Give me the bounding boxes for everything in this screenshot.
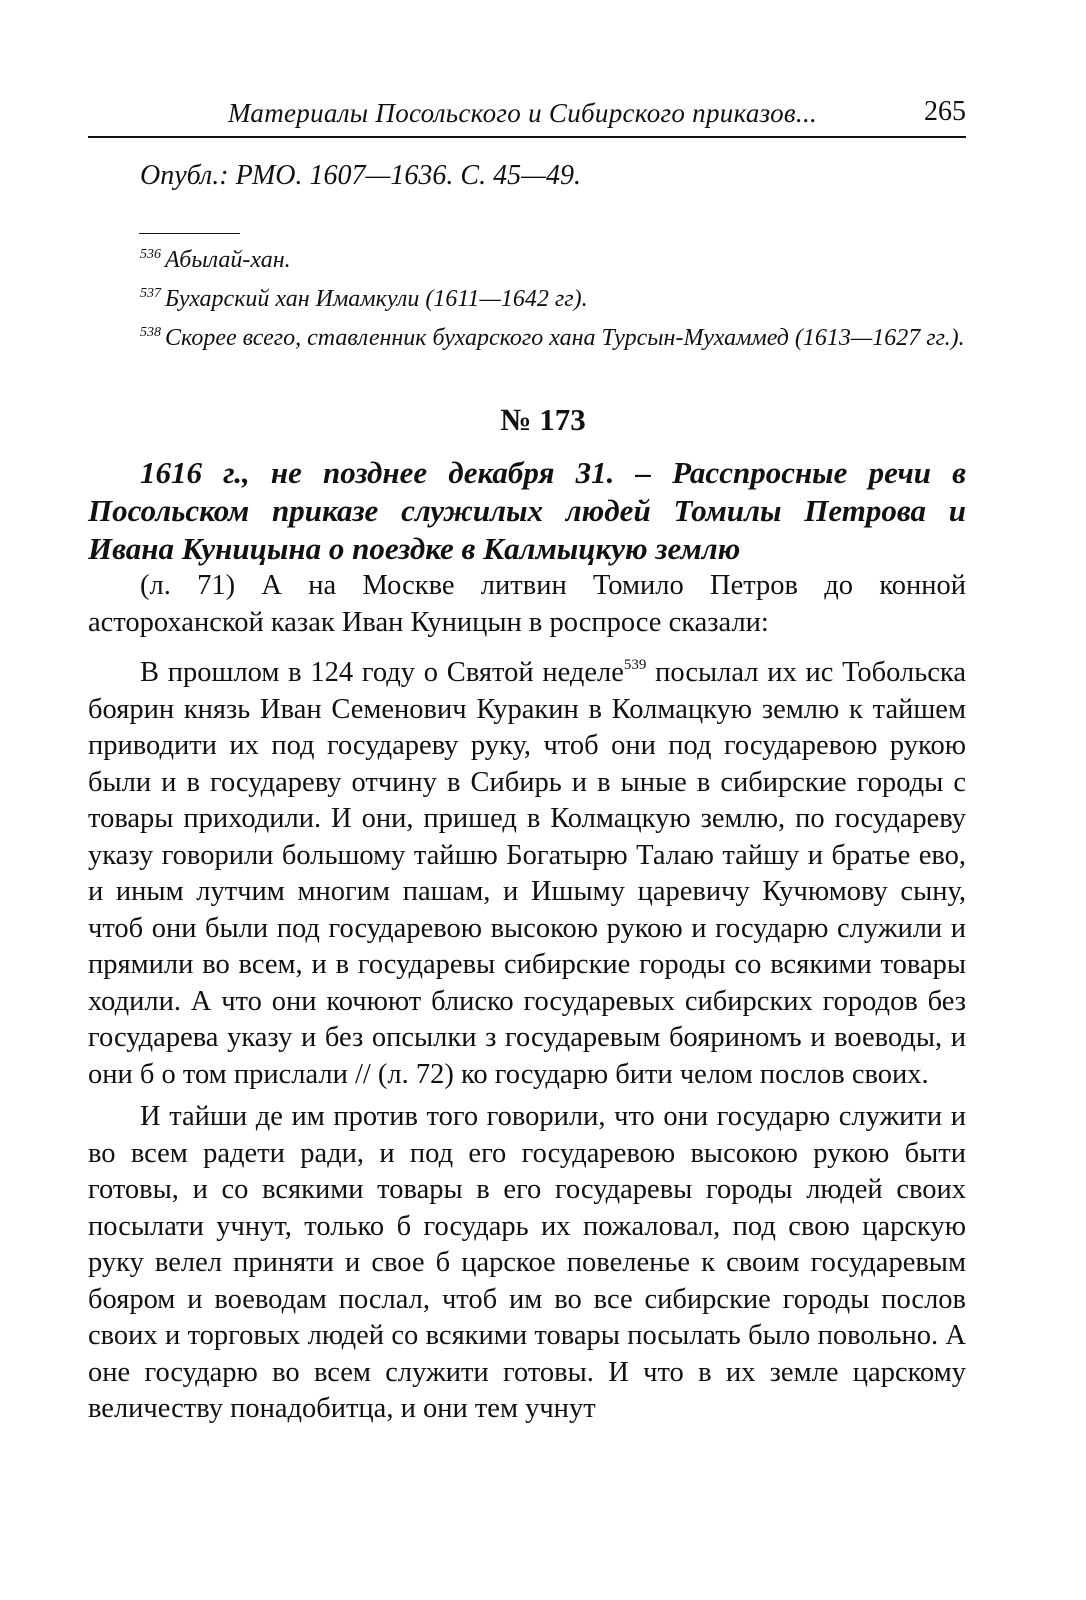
running-title: Материалы Посольского и Сибирского приказов... — [228, 98, 818, 128]
footnote-mark: 536 — [140, 247, 161, 262]
footnote-divider — [139, 233, 240, 234]
paragraph — [88, 647, 966, 1093]
publication-note: Опубл.: РМО. 1607—1636. С. 45—49. — [140, 160, 581, 191]
footnote-text: Скорее всего, ставленник бухарского хана Турсын-Мухаммед (1613—1627 гг.). — [165, 325, 965, 351]
footnote-text: Бухарский хан Имамкули (1611—1642 гг). — [165, 286, 588, 312]
running-header — [88, 96, 966, 138]
footnote — [88, 238, 966, 277]
body-text — [88, 568, 966, 1434]
paragraph-text: В прошлом в 124 году о Святой неделе — [140, 657, 624, 688]
paragraph-text: посылал их ис Тобольска боярин князь Иван Семенович Куракин в Колмацкую землю к тайшем приводити их под государеву руку, чтоб они под государевою рукою были и в государеву отчину в Сибирь и в ыные в сибирские городы с товары приходили. И они, пришед в Колмацкую землю, по государеву указу говорили большому тайшю Богатырю Талаю тайшу и братье ево, и иным лутчим многим пашам, и Ишыму царевичу Кучюмову сыну, чтоб они были под государевою высокою рукою и государю служили и прямили во всем, и в государевы сибирские городы со всякими товары ходили. А что они кочюют блиско государевых сибирских городов без государева указу и без опсылки з государевым бояриномъ и воеводы, и они б о том прислали // (л. 72) ко государю бити челом послов своих. — [88, 657, 966, 1090]
document-number: № 173 — [500, 402, 586, 437]
page-number: 265 — [924, 96, 966, 127]
footnote-reference: 539 — [623, 657, 647, 673]
footnote-mark: 538 — [140, 325, 161, 340]
document-title: 1616 г., не позднее декабря 31. – Расспросные речи в Посольском приказе служилых людей Томилы Петрова и Ивана Куницына о поездке в Калмыцкую землю — [88, 455, 966, 566]
footnote — [88, 316, 966, 355]
footnote — [88, 277, 966, 316]
footnote-text: Абылай-хан. — [165, 247, 291, 273]
footnote-mark: 537 — [140, 286, 161, 301]
paragraph: И тайши де им против того говорили, что они государю служити и во всем радети ради, и под его государевою высокою рукою быти готовы, и со всякими товары в его государевы городы людей своих посылати учнут, только б государь их пожаловал, под свою царскую руку велел приняти и свое б царское повеленье к своим государевым бояром и воеводам послал, чтоб им во все сибирские городы послов своих и торговых людей со всякими товары посылать было повольно. А оне государю во всем служити готовы. И что в их земле царскому величеству понадобитца, и они тем учнут — [88, 1101, 966, 1424]
paragraph: (л. 71) А на Москве литвин Томило Петров до конной астороханской казак Иван Куницын в роспросе сказали: — [88, 570, 966, 638]
footnotes — [88, 238, 966, 355]
